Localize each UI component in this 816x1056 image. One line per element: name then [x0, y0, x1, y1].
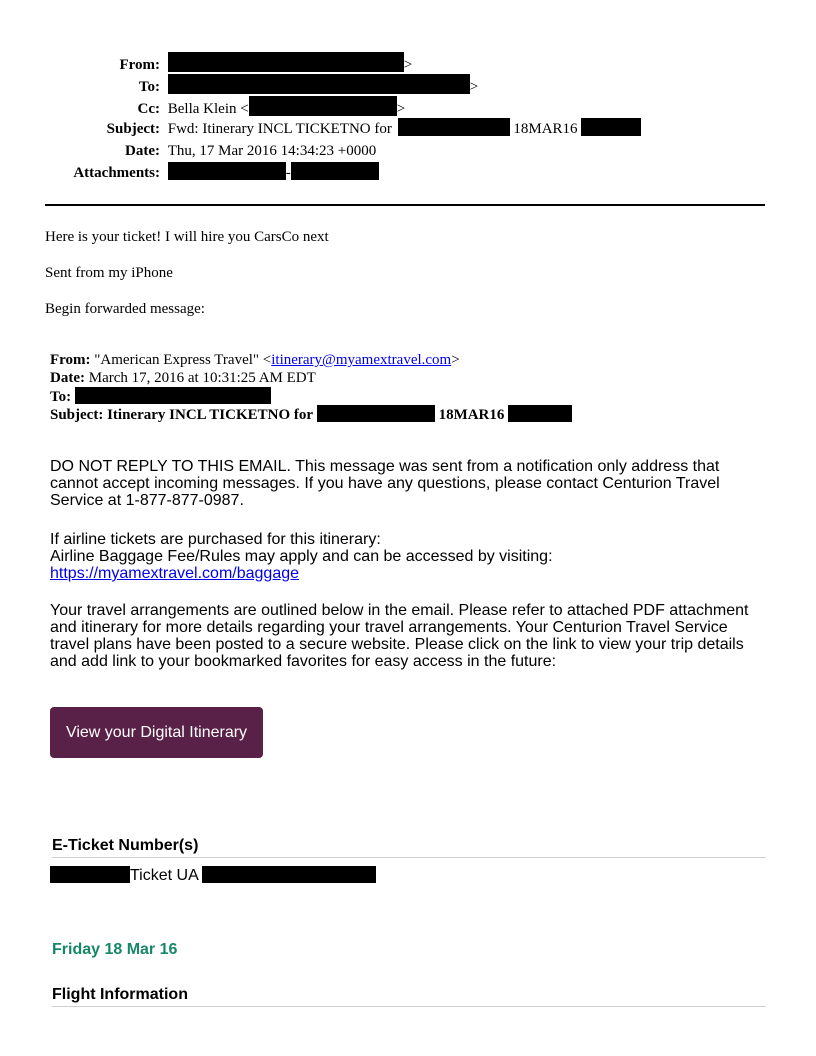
- view-digital-itinerary-button[interactable]: View your Digital Itinerary: [50, 707, 263, 758]
- header-attachments-label: Attachments:: [73, 165, 160, 181]
- fwd-subject-date: 18MAR16: [438, 407, 505, 423]
- header-from-row: [0, 52, 412, 76]
- notice-paragraph: DO NOT REPLY TO THIS EMAIL. This message was sent from a notification only address that cannot accept incoming messages. If you have any questions, please contact Centurion Travel Service at 1-877-877-0987.: [50, 458, 720, 509]
- redacted-block: [581, 118, 641, 136]
- header-to-close: >: [469, 79, 479, 95]
- fwd-from-name: "American Express Travel" <: [90, 352, 272, 368]
- intro-line: Sent from my iPhone: [45, 265, 173, 281]
- header-date-label: Date:: [125, 143, 160, 159]
- header-subject-text: Fwd: Itinerary INCL TICKETNO for: [167, 121, 392, 137]
- header-attachments-row: [0, 162, 379, 184]
- baggage-line: If airline tickets are purchased for this itinerary:: [50, 531, 381, 548]
- intro-line: Here is your ticket! I will hire you CarsCo next: [45, 229, 329, 245]
- header-cc-close: >: [396, 101, 406, 117]
- header-divider: [45, 204, 765, 206]
- intro-line: Begin forwarded message:: [45, 301, 205, 317]
- header-date-value: Thu, 17 Mar 2016 14:34:23 +0000: [167, 143, 377, 159]
- header-subject-date: 18MAR16: [513, 121, 578, 137]
- fwd-subject-row: [50, 405, 572, 424]
- redacted-block: [249, 96, 397, 116]
- redacted-block: [508, 405, 572, 422]
- arrangements-paragraph: Your travel arrangements are outlined below in the email. Please refer to attached PDF attachment and itinerary for more details regarding your travel arrangements. Your Centurion Travel Service travel plans have been posted to a secure website. Please click on the link to view your trip details and add link to your bookmarked favorites for easy access in the future:: [50, 602, 749, 670]
- baggage-link[interactable]: https://myamextravel.com/baggage: [50, 565, 300, 582]
- redacted-block: [168, 162, 286, 180]
- baggage-paragraph: [50, 531, 770, 582]
- attachments-separator: -: [285, 165, 291, 181]
- header-to-row: [0, 74, 478, 98]
- header-from-label: From:: [119, 57, 160, 73]
- fwd-to-row: [50, 387, 271, 406]
- header-subject-label: Subject:: [106, 121, 160, 137]
- fwd-to-label: To:: [50, 389, 72, 405]
- header-cc-name: Bella Klein <: [167, 101, 249, 117]
- section-divider: [52, 857, 766, 858]
- fwd-date-row: [50, 369, 316, 387]
- fwd-date-label: Date:: [50, 370, 85, 386]
- fwd-from-label: From:: [50, 352, 91, 368]
- header-date-row: [0, 140, 376, 162]
- section-divider: [52, 1006, 766, 1007]
- fwd-subject-text: Itinerary INCL TICKETNO for: [103, 407, 314, 423]
- day-heading: Friday 18 Mar 16: [52, 941, 178, 958]
- header-subject-row: [0, 118, 641, 140]
- fwd-from-email-link[interactable]: itinerary@myamextravel.com: [271, 352, 452, 368]
- eticket-heading: E-Ticket Number(s): [52, 837, 199, 854]
- header-to-label: To:: [138, 79, 160, 95]
- redacted-block: [75, 387, 271, 404]
- header-cc-label: Cc:: [137, 101, 160, 117]
- flight-information-heading: Flight Information: [52, 986, 188, 1003]
- eticket-row: [50, 866, 376, 885]
- fwd-date-value: March 17, 2016 at 10:31:25 AM EDT: [84, 370, 316, 386]
- redacted-block: [202, 866, 376, 883]
- fwd-from-row: [50, 351, 460, 369]
- fwd-from-close: >: [451, 352, 460, 368]
- redacted-block: [168, 52, 404, 72]
- header-from-close: >: [403, 57, 413, 73]
- baggage-line: Airline Baggage Fee/Rules may apply and can be accessed by visiting:: [50, 548, 553, 565]
- redacted-block: [168, 74, 470, 94]
- redacted-block: [398, 118, 510, 136]
- fwd-subject-label: Subject:: [50, 407, 104, 423]
- header-cc-row: [0, 96, 405, 120]
- redacted-block: [317, 405, 435, 422]
- redacted-block: [291, 162, 379, 180]
- redacted-block: [50, 866, 130, 883]
- eticket-text: Ticket UA: [130, 867, 198, 884]
